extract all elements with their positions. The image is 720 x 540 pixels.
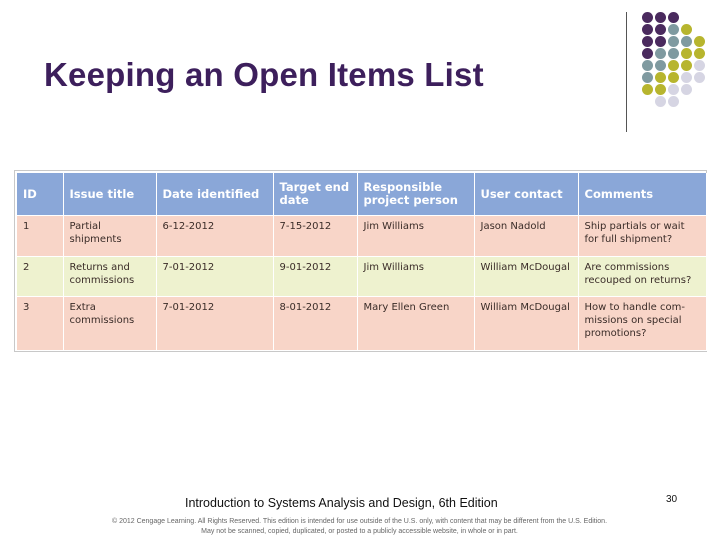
cell-date: 7-01-2012 [156,256,273,297]
decorative-dot [642,24,653,35]
header-target-end-date: Target end date [273,173,357,216]
decorative-dot [694,48,705,59]
decorative-divider [626,12,627,132]
decorative-dot [642,36,653,47]
decorative-dot [655,84,666,95]
cell-comments: How to handle com-missions on special promotions? [578,297,706,351]
footer-book-title: Introduction to Systems Analysis and Design, 6th Edition [185,496,498,510]
decorative-dot [668,36,679,47]
slide-title: Keeping an Open Items List [44,56,484,93]
decorative-dot [668,60,679,71]
cell-responsible: Jim Williams [357,216,474,257]
open-items-table [17,173,707,351]
decorative-dot [655,96,666,107]
decorative-dot [642,12,653,23]
open-items-table-frame [14,170,707,352]
header-issue-title: Issue title [63,173,156,216]
cell-responsible: Jim Williams [357,256,474,297]
header-date-identified: Date identified [156,173,273,216]
decorative-dot [668,48,679,59]
table-header-row [17,173,706,216]
cell-id: 1 [17,216,63,257]
table-row [17,216,706,257]
decorative-dot [655,36,666,47]
cell-comments: Are commissions recouped on returns? [578,256,706,297]
decorative-dot [642,60,653,71]
decorative-dot [655,48,666,59]
decorative-dot [668,72,679,83]
decorative-dot [642,84,653,95]
cell-contact: Jason Nadold [474,216,578,257]
page-number: 30 [666,494,678,505]
decorative-dot [668,96,679,107]
decorative-dot [681,60,692,71]
cell-date: 6-12-2012 [156,216,273,257]
cell-comments: Ship partials or wait for full shipment? [578,216,706,257]
decorative-dot [681,48,692,59]
decorative-dot [694,72,705,83]
cell-contact: William McDougal [474,297,578,351]
cell-contact: William McDougal [474,256,578,297]
table-row [17,297,706,351]
cell-id: 2 [17,256,63,297]
decorative-dot [655,24,666,35]
copyright-line: May not be scanned, copied, duplicated, or posted to a publicly accessible website, in whole or in part. [201,528,518,535]
copyright-notice [72,517,647,537]
decorative-dot [668,84,679,95]
decorative-dot [668,12,679,23]
decorative-dot [642,48,653,59]
cell-issue: Returns and commissions [63,256,156,297]
decorative-dot [681,84,692,95]
decorative-dot [655,12,666,23]
cell-target: 8-01-2012 [273,297,357,351]
decorative-dot [655,72,666,83]
copyright-line: © 2012 Cengage Learning. All Rights Reserved. This edition is intended for use outside of the U.S. only, with content that may be different from the U.S. Edition. [111,518,608,525]
cell-id: 3 [17,297,63,351]
header-id: ID [17,173,63,216]
decorative-dot [681,36,692,47]
decorative-dot [642,72,653,83]
cell-issue: Partial shipments [63,216,156,257]
decorative-dot [681,24,692,35]
decorative-dot [694,60,705,71]
table-row [17,256,706,297]
decorative-dot [668,24,679,35]
decorative-dot [694,36,705,47]
cell-target: 9-01-2012 [273,256,357,297]
cell-responsible: Mary Ellen Green [357,297,474,351]
header-comments: Comments [578,173,706,216]
cell-target: 7-15-2012 [273,216,357,257]
header-responsible-person: Responsible project person [357,173,474,216]
cell-date: 7-01-2012 [156,297,273,351]
decorative-dot [681,72,692,83]
decorative-dot [655,60,666,71]
header-user-contact: User contact [474,173,578,216]
cell-issue: Extra commissions [63,297,156,351]
